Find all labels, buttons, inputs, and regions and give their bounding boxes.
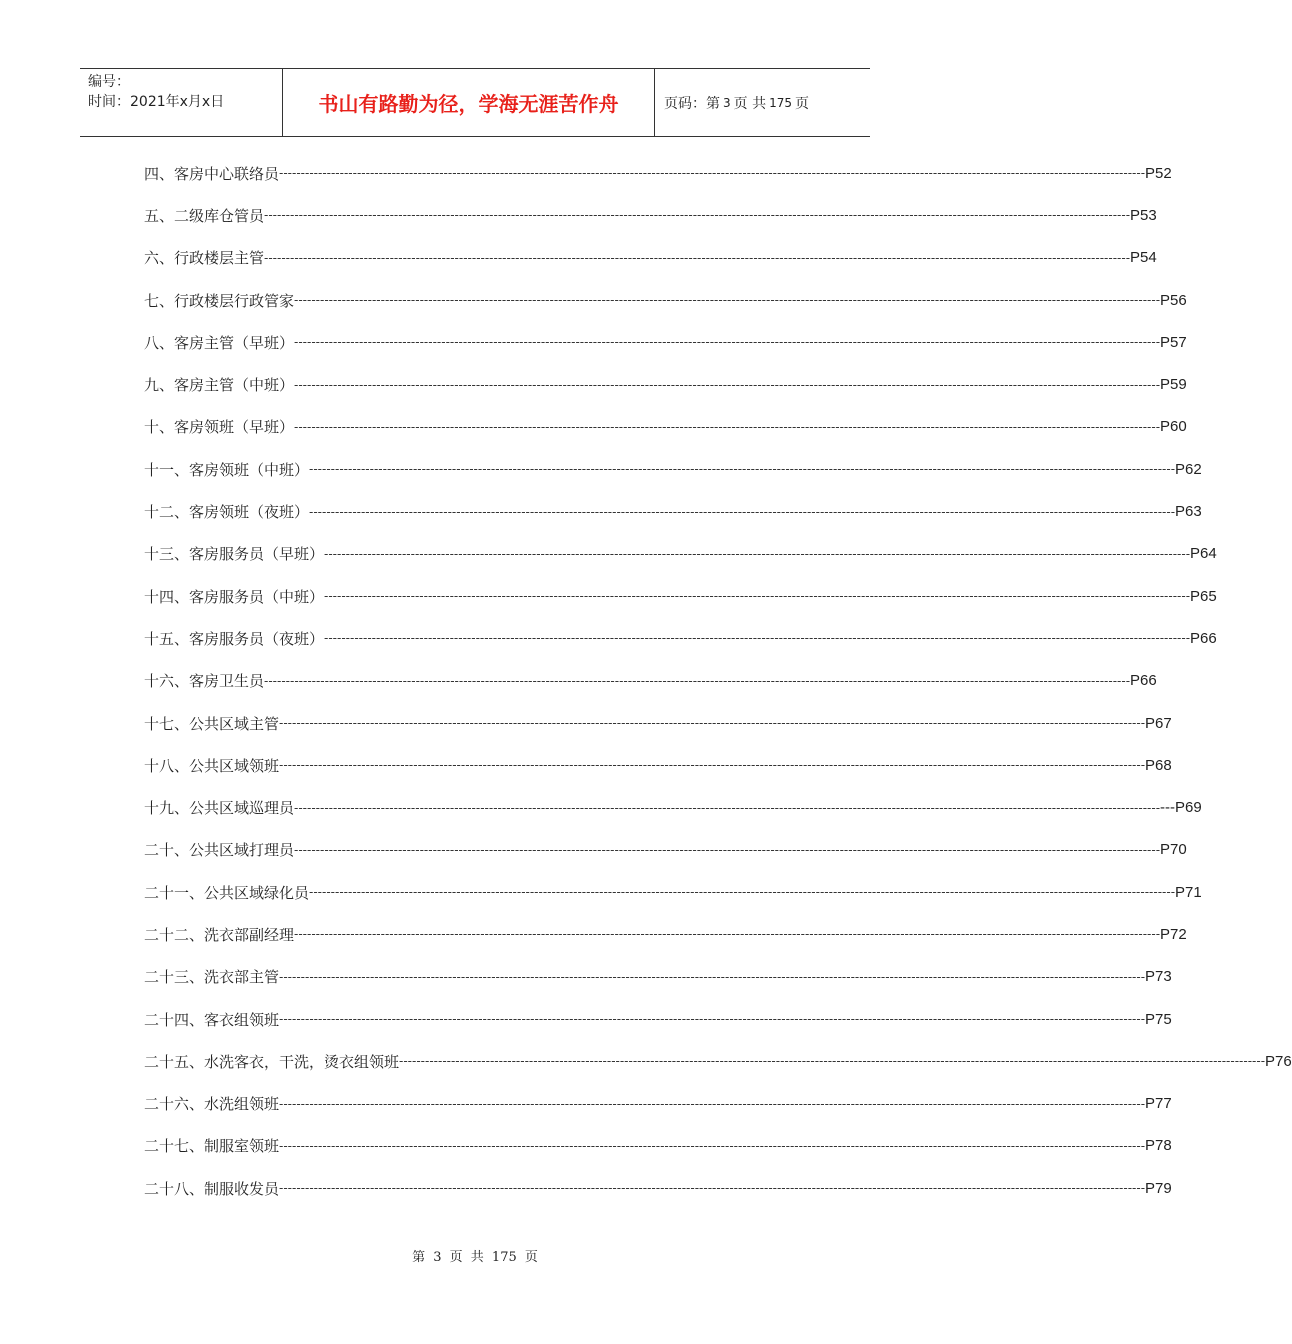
toc-entry-page: P63 xyxy=(1175,503,1202,521)
toc-leader-dashes: -------------------------------------------------------------------------------------------------------------------------------------------------------------------------------------------------------- xyxy=(324,546,1191,561)
toc-leader-dashes: -------------------------------------------------------------------------------------------------------------------------------------------------------------------------------------------------------- xyxy=(294,293,1161,308)
toc-entry-page: P52 xyxy=(1145,164,1172,182)
toc-entry-label: 十、客房领班（早班） xyxy=(144,418,295,437)
toc-entry xyxy=(144,617,1217,659)
toc-entry xyxy=(144,956,1172,998)
toc-leader-dashes: -------------------------------------------------------------------------------------------------------------------------------------------------------------------------------------------------------- xyxy=(279,969,1146,984)
toc-entry-label: 二十七、制服室领班 xyxy=(144,1137,280,1156)
toc-entry-page: P62 xyxy=(1175,460,1202,478)
page-prefix: 页码：第 xyxy=(664,95,720,112)
toc-entry xyxy=(144,363,1187,405)
toc-leader-dashes: -------------------------------------------------------------------------------------------------------------------------------------------------------------------------------------------------------- xyxy=(294,927,1161,942)
toc-entry-page: P66 xyxy=(1190,629,1217,647)
toc-entry xyxy=(144,533,1217,575)
toc-entry xyxy=(144,702,1172,744)
toc-entry-page: P76 xyxy=(1265,1052,1292,1070)
toc-leader-dashes: -------------------------------------------------------------------------------------------------------------------------------------------------------------------------------------------------------- xyxy=(294,842,1161,857)
toc-entry xyxy=(144,1040,1292,1082)
toc-leader-dashes: -------------------------------------------------------------------------------------------------------------------------------------------------------------------------------------------------------- xyxy=(324,589,1191,604)
toc-entry-label: 七、行政楼层行政管家 xyxy=(144,291,295,310)
toc-leader-dashes: -------------------------------------------------------------------------------------------------------------------------------------------------------------------------------------------------------- xyxy=(399,1054,1266,1069)
toc-entry-label: 二十八、制服收发员 xyxy=(144,1179,280,1198)
toc-entry-page: P67 xyxy=(1145,714,1172,732)
toc-entry xyxy=(144,194,1157,236)
page-mid: 页 共 xyxy=(733,95,767,112)
toc-entry-page: P75 xyxy=(1145,1010,1172,1028)
toc-entry-label: 二十六、水洗组领班 xyxy=(144,1095,280,1114)
toc-entry xyxy=(144,1083,1172,1125)
toc-entry-label: 四、客房中心联络员 xyxy=(144,164,280,183)
toc-entry-label: 二十三、洗衣部主管 xyxy=(144,968,280,987)
toc-entry-page: P68 xyxy=(1145,756,1172,774)
toc-leader-dashes: -------------------------------------------------------------------------------------------------------------------------------------------------------------------------------------------------------- xyxy=(279,166,1146,181)
toc-entry xyxy=(144,998,1172,1040)
toc-leader-dashes: -------------------------------------------------------------------------------------------------------------------------------------------------------------------------------------------------------- xyxy=(294,335,1161,350)
header-meta xyxy=(80,69,282,136)
toc-entry xyxy=(144,786,1202,828)
toc-leader-dashes: -------------------------------------------------------------------------------------------------------------------------------------------------------------------------------------------------------- xyxy=(264,250,1131,265)
toc-entry-page: P56 xyxy=(1160,291,1187,309)
toc-entry-label: 十一、客房领班（中班） xyxy=(144,460,310,479)
toc-entry-page: P66 xyxy=(1130,672,1157,690)
toc-entry xyxy=(144,744,1172,786)
page-footer: 第 3 页 共 175 页 xyxy=(412,1250,538,1265)
toc-entry-label: 五、二级库仓管员 xyxy=(144,206,265,225)
toc-leader-dashes: -------------------------------------------------------------------------------------------------------------------------------------------------------------------------------------------------------- xyxy=(294,377,1161,392)
header-motto: 书山有路勤为径，学海无涯苦作舟 xyxy=(282,69,655,136)
toc-entry-label: 十五、客房服务员（夜班） xyxy=(144,629,325,648)
toc-entry-label: 九、客房主管（中班） xyxy=(144,376,295,395)
table-of-contents xyxy=(144,152,1292,1209)
toc-leader-dashes: -------------------------------------------------------------------------------------------------------------------------------------------------------------------------------------------------------- xyxy=(279,716,1146,730)
toc-entry-label: 二十一、公共区域绿化员 xyxy=(144,883,310,902)
toc-entry-label: 十六、客房卫生员 xyxy=(144,672,265,691)
toc-leader-dashes: -------------------------------------------------------------------------------------------------------------------------------------------------------------------------------------------------------- xyxy=(309,885,1176,900)
toc-leader-dashes: -------------------------------------------------------------------------------------------------------------------------------------------------------------------------------------------------------- xyxy=(279,1096,1146,1111)
number-label: 编号： xyxy=(88,74,130,90)
toc-entry-page: P54 xyxy=(1130,249,1157,267)
toc-entry-page: P65 xyxy=(1190,587,1217,605)
toc-entry xyxy=(144,321,1187,363)
toc-leader-dashes: -------------------------------------------------------------------------------------------------------------------------------------------------------------------------------------------------------- xyxy=(279,758,1146,773)
toc-entry-page: ---P69 xyxy=(1160,799,1202,817)
toc-entry xyxy=(144,406,1187,448)
toc-entry-page: P77 xyxy=(1145,1095,1172,1113)
toc-entry-label: 二十四、客衣组领班 xyxy=(144,1010,280,1029)
toc-entry-page: P64 xyxy=(1190,545,1217,563)
toc-leader-dashes: -------------------------------------------------------------------------------------------------------------------------------------------------------------------------------------------------------- xyxy=(324,631,1191,646)
toc-entry-label: 十四、客房服务员（中班） xyxy=(144,587,325,606)
toc-entry-label: 二十、公共区域打理员 xyxy=(144,841,295,860)
toc-leader-dashes: -------------------------------------------------------------------------------------------------------------------------------------------------------------------------------------------------------- xyxy=(294,800,1161,815)
toc-entry xyxy=(144,448,1202,490)
toc-entry-page: P59 xyxy=(1160,376,1187,394)
toc-entry xyxy=(144,490,1202,532)
toc-entry-label: 十九、公共区域巡理员 xyxy=(144,799,295,818)
toc-entry xyxy=(144,279,1187,321)
toc-leader-dashes: -------------------------------------------------------------------------------------------------------------------------------------------------------------------------------------------------------- xyxy=(264,208,1131,223)
toc-entry xyxy=(144,1167,1172,1209)
toc-entry xyxy=(144,1125,1172,1167)
toc-entry xyxy=(144,829,1187,871)
toc-entry-page: P73 xyxy=(1145,968,1172,986)
toc-entry-page: P57 xyxy=(1160,333,1187,351)
toc-leader-dashes: -------------------------------------------------------------------------------------------------------------------------------------------------------------------------------------------------------- xyxy=(309,462,1176,477)
header-page-info xyxy=(655,69,870,136)
toc-entry xyxy=(144,575,1217,617)
toc-entry-page: P71 xyxy=(1175,883,1202,901)
toc-entry-label: 十七、公共区域主管 xyxy=(144,714,280,733)
toc-entry-label: 十三、客房服务员（早班） xyxy=(144,545,325,564)
document-header xyxy=(80,68,870,137)
toc-entry-page: P53 xyxy=(1130,206,1157,224)
toc-entry-page: P78 xyxy=(1145,1137,1172,1155)
toc-entry-label: 十二、客房领班（夜班） xyxy=(144,503,310,522)
toc-entry xyxy=(144,913,1187,955)
toc-entry-label: 八、客房主管（早班） xyxy=(144,333,295,352)
toc-leader-dashes: -------------------------------------------------------------------------------------------------------------------------------------------------------------------------------------------------------- xyxy=(309,504,1176,519)
toc-entry xyxy=(144,871,1202,913)
toc-entry xyxy=(144,660,1157,702)
toc-leader-dashes: -------------------------------------------------------------------------------------------------------------------------------------------------------------------------------------------------------- xyxy=(279,1012,1146,1027)
toc-entry-label: 二十五、水洗客衣，干洗，烫衣组领班 xyxy=(144,1052,400,1071)
toc-entry-page: P70 xyxy=(1160,841,1187,859)
toc-leader-dashes: -------------------------------------------------------------------------------------------------------------------------------------------------------------------------------------------------------- xyxy=(294,419,1161,434)
toc-entry-page: P60 xyxy=(1160,418,1187,436)
toc-entry-label: 二十二、洗衣部副经理 xyxy=(144,925,295,944)
toc-leader-dashes: -------------------------------------------------------------------------------------------------------------------------------------------------------------------------------------------------------- xyxy=(279,1181,1146,1196)
toc-entry-page: P79 xyxy=(1145,1179,1172,1197)
toc-entry-label: 六、行政楼层主管 xyxy=(144,249,265,268)
page-suffix: 页 xyxy=(795,95,809,112)
toc-leader-dashes: -------------------------------------------------------------------------------------------------------------------------------------------------------------------------------------------------------- xyxy=(264,673,1131,688)
toc-leader-dashes: -------------------------------------------------------------------------------------------------------------------------------------------------------------------------------------------------------- xyxy=(279,1138,1146,1153)
page-current: 3 xyxy=(723,95,731,110)
toc-entry-label: 十八、公共区域领班 xyxy=(144,756,280,775)
toc-entry-page: P72 xyxy=(1160,925,1187,943)
toc-entry xyxy=(144,152,1172,194)
toc-entry xyxy=(144,237,1157,279)
page-total: 175 xyxy=(769,95,792,110)
time-label: 时间：2021年x月x日 xyxy=(88,94,225,110)
